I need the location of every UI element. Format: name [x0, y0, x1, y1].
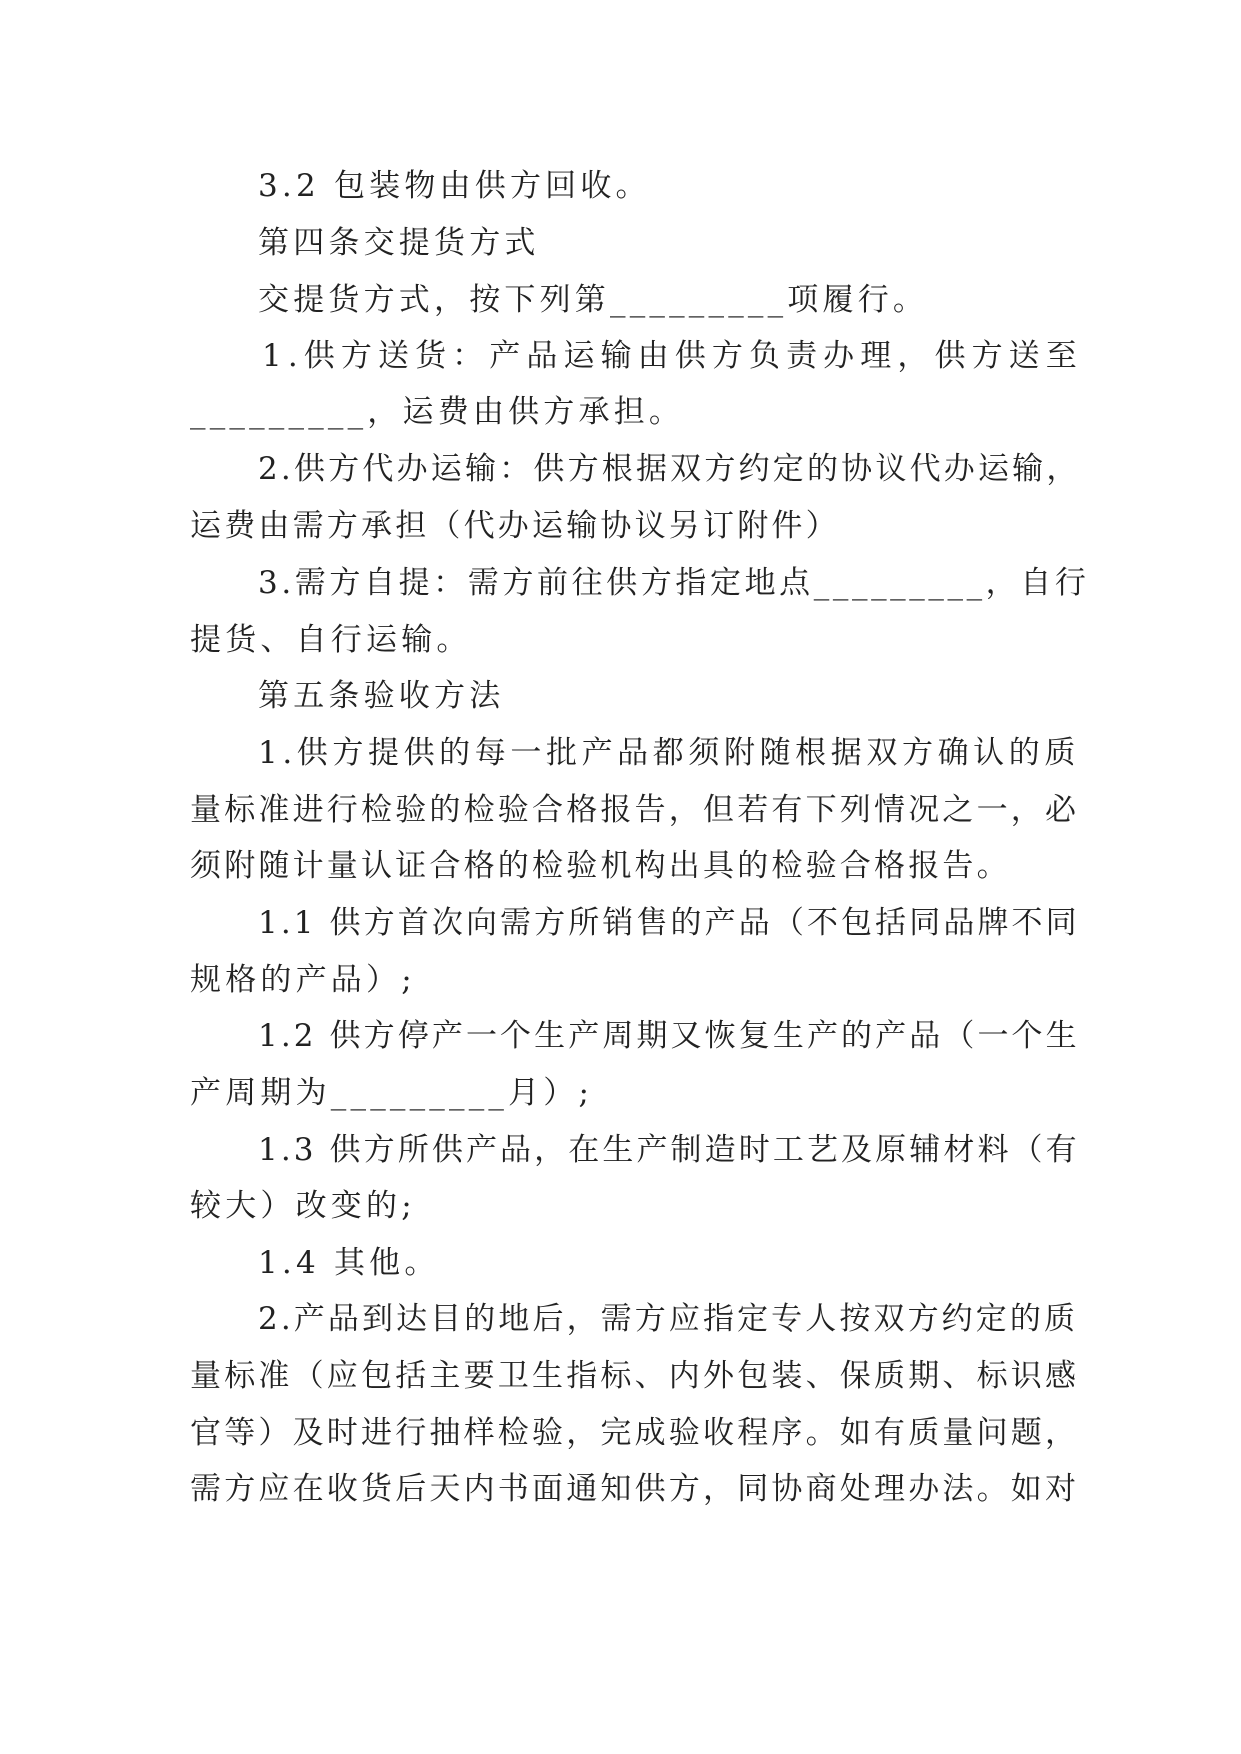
article-4-heading: 第四条交提货方式	[258, 225, 540, 261]
acceptance-item-1-2-cont: 产周期为_________月）;	[190, 1075, 594, 1111]
acceptance-item-1-cont-2: 须附随计量认证合格的检验机构出具的检验合格报告。	[190, 848, 1011, 884]
acceptance-item-2: 2.产品到达目的地后，需方应指定专人按双方约定的质	[258, 1301, 1079, 1337]
acceptance-item-2-cont-2: 官等）及时进行抽样检验，完成验收程序。如有质量问题，	[190, 1415, 1080, 1451]
delivery-option-2: 2.供方代办运输：供方根据双方约定的协议代办运输，	[258, 451, 1081, 487]
delivery-option-1-cont: _________，运费由供方承担。	[190, 394, 685, 430]
acceptance-item-1-2: 1.2 供方停产一个生产周期又恢复生产的产品（一个生	[258, 1018, 1080, 1054]
delivery-option-2-cont: 运费由需方承担（代办运输协议另订附件）	[190, 508, 840, 544]
acceptance-item-2-cont: 量标准（应包括主要卫生指标、内外包装、保质期、标识感	[190, 1358, 1080, 1394]
article-5-heading: 第五条验收方法	[258, 678, 505, 714]
acceptance-item-1: 1.供方提供的每一批产品都须附随根据双方确认的质	[258, 735, 1080, 771]
acceptance-item-1-cont: 量标准进行检验的检验合格报告，但若有下列情况之一，必	[190, 792, 1080, 828]
acceptance-item-1-1: 1.1 供方首次向需方所销售的产品（不包括同品牌不同	[258, 905, 1080, 941]
acceptance-item-1-4: 1.4 其他。	[258, 1245, 440, 1281]
delivery-option-1: 1.供方送货：产品运输由供方负责办理，供方送至	[262, 338, 1083, 374]
acceptance-item-1-1-cont: 规格的产品）;	[190, 962, 416, 998]
clause-3-2: 3.2 包装物由供方回收。	[258, 168, 651, 204]
acceptance-item-1-3: 1.3 供方所供产品，在生产制造时工艺及原辅材料（有	[258, 1132, 1080, 1168]
delivery-method-intro: 交提货方式，按下列第_________项履行。	[258, 282, 929, 318]
acceptance-item-2-cont-3: 需方应在收货后天内书面通知供方，同协商处理办法。如对	[190, 1471, 1080, 1507]
acceptance-item-1-3-cont: 较大）改变的;	[190, 1188, 416, 1224]
delivery-option-3-cont: 提货、自行运输。	[190, 622, 472, 658]
delivery-option-3: 3.需方自提：需方前往供方指定地点_________，自行	[258, 565, 1090, 601]
